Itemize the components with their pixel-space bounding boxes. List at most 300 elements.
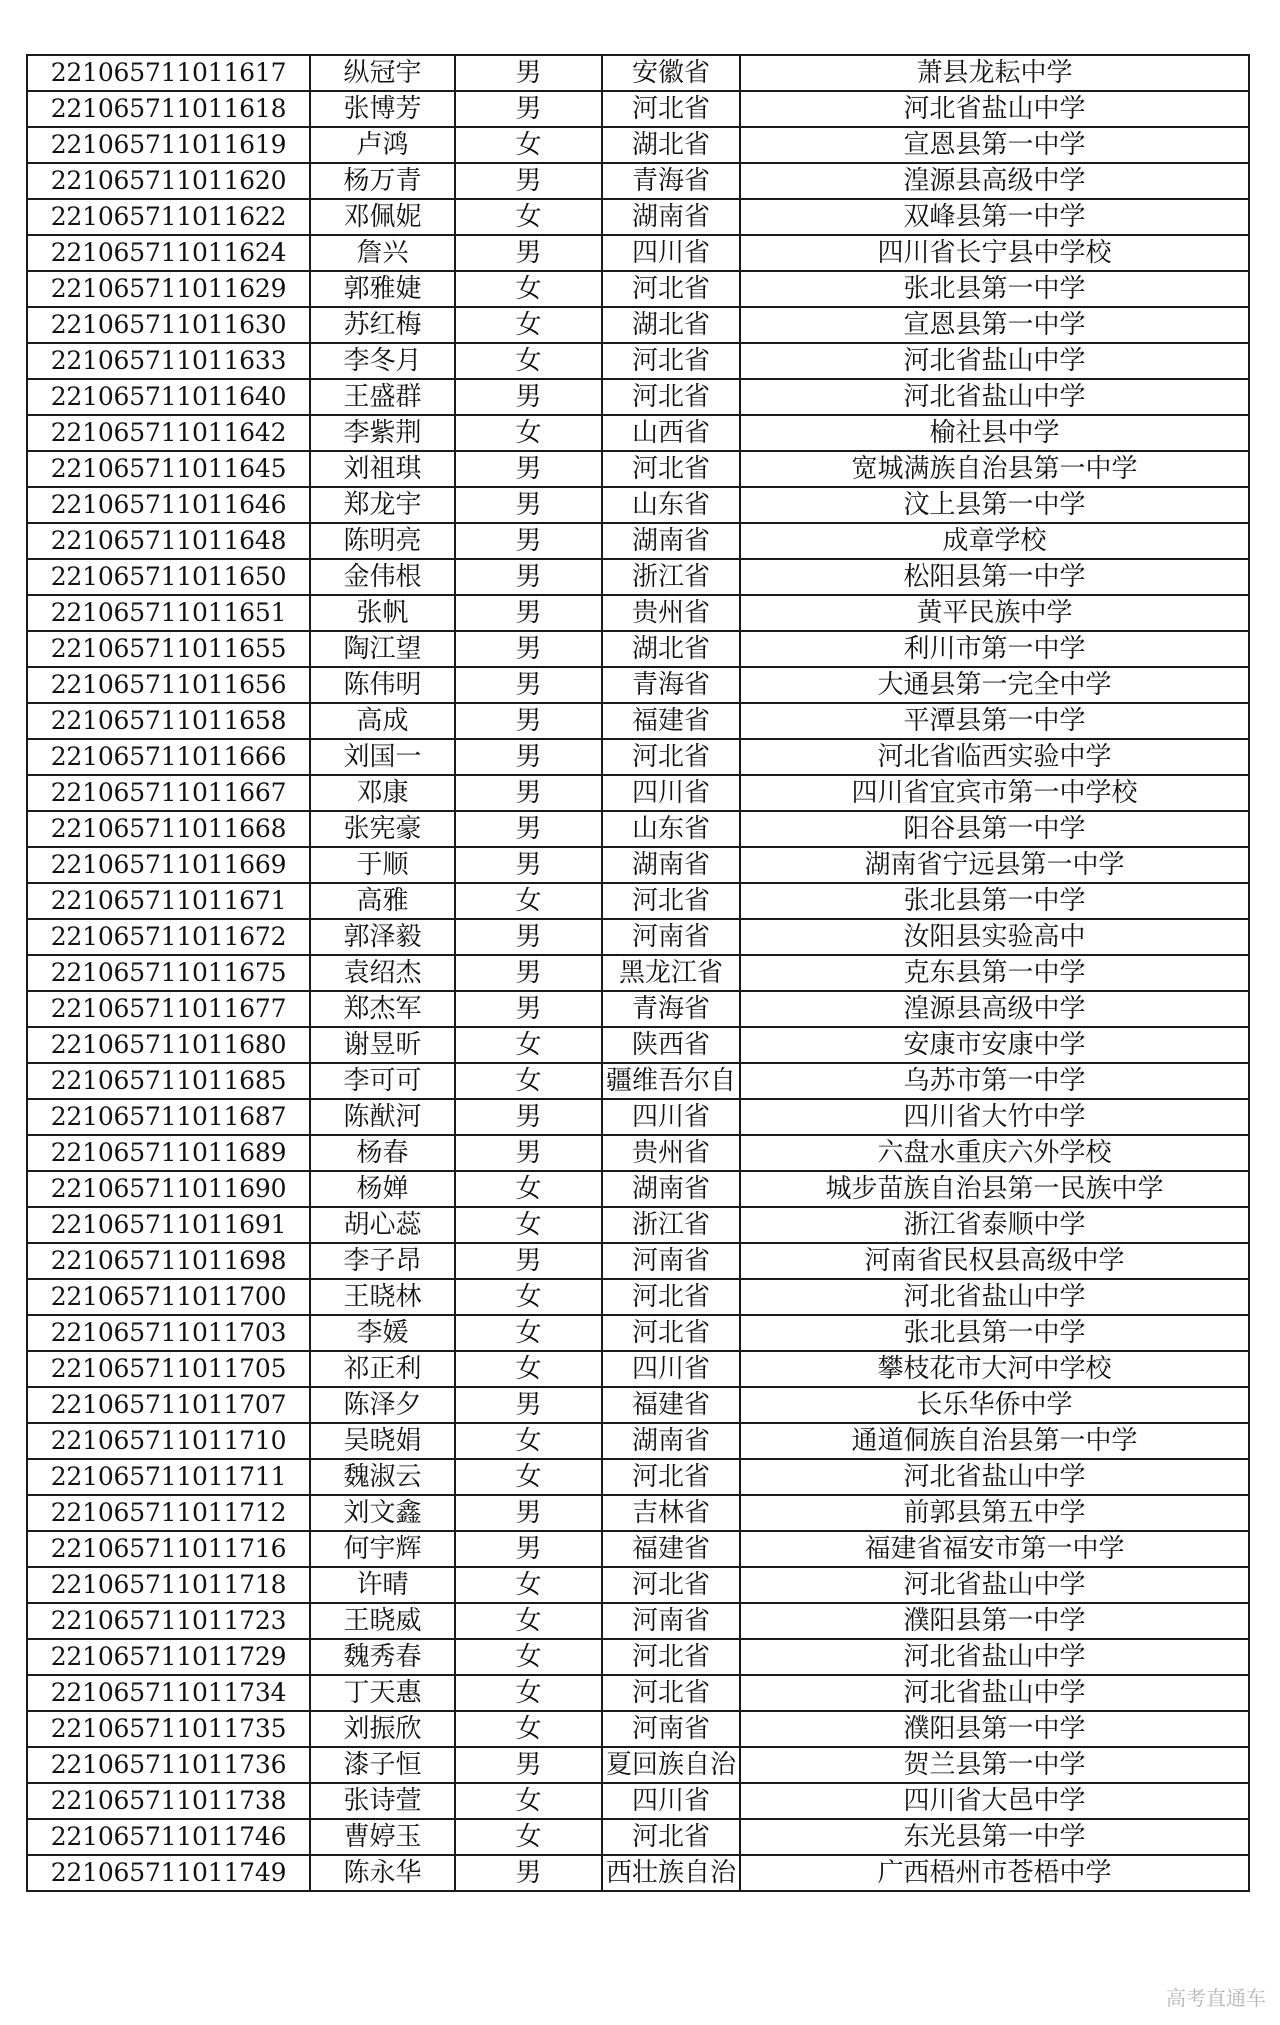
gender-cell: 男	[455, 91, 602, 127]
name-cell: 张宪豪	[310, 811, 455, 847]
name-cell: 陈明亮	[310, 523, 455, 559]
name-cell: 陈泽夕	[310, 1387, 455, 1423]
province-cell: 河北省	[602, 451, 740, 487]
table-row	[27, 199, 1249, 235]
table-row	[27, 919, 1249, 955]
school-cell: 张北县第一中学	[740, 271, 1249, 307]
gender-cell: 女	[455, 1459, 602, 1495]
table-row	[27, 955, 1249, 991]
candidate-id-cell: 221065711011646	[27, 487, 310, 523]
province-cell: 河北省	[602, 379, 740, 415]
gender-cell: 男	[455, 1495, 602, 1531]
name-cell: 李子昂	[310, 1243, 455, 1279]
province-cell: 河南省	[602, 1711, 740, 1747]
name-cell: 魏淑云	[310, 1459, 455, 1495]
school-cell: 濮阳县第一中学	[740, 1711, 1249, 1747]
province-cell: 福建省	[602, 703, 740, 739]
school-cell: 黄平民族中学	[740, 595, 1249, 631]
table-row	[27, 631, 1249, 667]
candidate-id-cell: 221065711011624	[27, 235, 310, 271]
school-cell: 四川省宜宾市第一中学校	[740, 775, 1249, 811]
candidate-id-cell: 221065711011617	[27, 55, 310, 91]
gender-cell: 男	[455, 559, 602, 595]
table-row	[27, 1423, 1249, 1459]
gender-cell: 男	[455, 991, 602, 1027]
name-cell: 漆子恒	[310, 1747, 455, 1783]
candidate-id-cell: 221065711011690	[27, 1171, 310, 1207]
province-cell: 疆维吾尔自	[602, 1063, 740, 1099]
candidate-id-cell: 221065711011712	[27, 1495, 310, 1531]
candidate-id-cell: 221065711011729	[27, 1639, 310, 1675]
school-cell: 河北省盐山中学	[740, 1567, 1249, 1603]
province-cell: 浙江省	[602, 1207, 740, 1243]
candidate-id-cell: 221065711011734	[27, 1675, 310, 1711]
candidate-id-cell: 221065711011630	[27, 307, 310, 343]
table-row	[27, 703, 1249, 739]
gender-cell: 女	[455, 1711, 602, 1747]
province-cell: 四川省	[602, 1351, 740, 1387]
school-cell: 四川省大竹中学	[740, 1099, 1249, 1135]
candidate-id-cell: 221065711011619	[27, 127, 310, 163]
table-row	[27, 739, 1249, 775]
table-row	[27, 1351, 1249, 1387]
province-cell: 河南省	[602, 1603, 740, 1639]
candidate-id-cell: 221065711011633	[27, 343, 310, 379]
school-cell: 成章学校	[740, 523, 1249, 559]
school-cell: 宣恩县第一中学	[740, 307, 1249, 343]
candidate-id-cell: 221065711011629	[27, 271, 310, 307]
school-cell: 汝阳县实验高中	[740, 919, 1249, 955]
school-cell: 河北省盐山中学	[740, 1639, 1249, 1675]
name-cell: 陈永华	[310, 1855, 455, 1891]
gender-cell: 女	[455, 343, 602, 379]
name-cell: 张帆	[310, 595, 455, 631]
province-cell: 四川省	[602, 775, 740, 811]
province-cell: 湖南省	[602, 199, 740, 235]
province-cell: 贵州省	[602, 595, 740, 631]
gender-cell: 男	[455, 1531, 602, 1567]
province-cell: 湖北省	[602, 307, 740, 343]
school-cell: 四川省大邑中学	[740, 1783, 1249, 1819]
province-cell: 夏回族自治	[602, 1747, 740, 1783]
gender-cell: 女	[455, 1063, 602, 1099]
gender-cell: 女	[455, 307, 602, 343]
table-row	[27, 595, 1249, 631]
table-row	[27, 775, 1249, 811]
name-cell: 于顺	[310, 847, 455, 883]
candidate-id-cell: 221065711011672	[27, 919, 310, 955]
candidate-id-cell: 221065711011668	[27, 811, 310, 847]
gender-cell: 男	[455, 739, 602, 775]
table-row	[27, 1783, 1249, 1819]
gender-cell: 女	[455, 1567, 602, 1603]
candidate-id-cell: 221065711011648	[27, 523, 310, 559]
province-cell: 吉林省	[602, 1495, 740, 1531]
gender-cell: 男	[455, 1747, 602, 1783]
school-cell: 平潭县第一中学	[740, 703, 1249, 739]
name-cell: 郭泽毅	[310, 919, 455, 955]
name-cell: 金伟根	[310, 559, 455, 595]
table-row	[27, 235, 1249, 271]
province-cell: 河北省	[602, 1819, 740, 1855]
candidate-id-cell: 221065711011666	[27, 739, 310, 775]
province-cell: 青海省	[602, 667, 740, 703]
province-cell: 山西省	[602, 415, 740, 451]
school-cell: 长乐华侨中学	[740, 1387, 1249, 1423]
name-cell: 谢昱昕	[310, 1027, 455, 1063]
table-row	[27, 523, 1249, 559]
table-row	[27, 847, 1249, 883]
school-cell: 湟源县高级中学	[740, 163, 1249, 199]
school-cell: 浙江省泰顺中学	[740, 1207, 1249, 1243]
school-cell: 河北省盐山中学	[740, 379, 1249, 415]
gender-cell: 女	[455, 199, 602, 235]
school-cell: 宽城满族自治县第一中学	[740, 451, 1249, 487]
gender-cell: 男	[455, 235, 602, 271]
table-row	[27, 55, 1249, 91]
candidate-id-cell: 221065711011618	[27, 91, 310, 127]
school-cell: 湟源县高级中学	[740, 991, 1249, 1027]
school-cell: 乌苏市第一中学	[740, 1063, 1249, 1099]
candidate-id-cell: 221065711011738	[27, 1783, 310, 1819]
candidate-id-cell: 221065711011746	[27, 1819, 310, 1855]
table-row	[27, 487, 1249, 523]
gender-cell: 女	[455, 415, 602, 451]
table-row	[27, 1027, 1249, 1063]
table-row	[27, 1603, 1249, 1639]
table-row	[27, 1495, 1249, 1531]
province-cell: 河北省	[602, 343, 740, 379]
table-row	[27, 1315, 1249, 1351]
table-row	[27, 343, 1249, 379]
table-row	[27, 271, 1249, 307]
name-cell: 王晓林	[310, 1279, 455, 1315]
gender-cell: 男	[455, 847, 602, 883]
table-row	[27, 1063, 1249, 1099]
school-cell: 河南省民权县高级中学	[740, 1243, 1249, 1279]
gender-cell: 男	[455, 1099, 602, 1135]
name-cell: 高雅	[310, 883, 455, 919]
name-cell: 高成	[310, 703, 455, 739]
name-cell: 纵冠宇	[310, 55, 455, 91]
gender-cell: 男	[455, 703, 602, 739]
province-cell: 青海省	[602, 163, 740, 199]
province-cell: 浙江省	[602, 559, 740, 595]
candidate-id-cell: 221065711011669	[27, 847, 310, 883]
candidate-id-cell: 221065711011675	[27, 955, 310, 991]
candidate-id-cell: 221065711011658	[27, 703, 310, 739]
name-cell: 曹婷玉	[310, 1819, 455, 1855]
candidate-id-cell: 221065711011718	[27, 1567, 310, 1603]
name-cell: 苏红梅	[310, 307, 455, 343]
school-cell: 安康市安康中学	[740, 1027, 1249, 1063]
province-cell: 河南省	[602, 1243, 740, 1279]
province-cell: 河北省	[602, 91, 740, 127]
name-cell: 杨春	[310, 1135, 455, 1171]
province-cell: 河南省	[602, 919, 740, 955]
school-cell: 河北省盐山中学	[740, 343, 1249, 379]
table-row	[27, 1855, 1249, 1891]
school-cell: 前郭县第五中学	[740, 1495, 1249, 1531]
candidate-id-cell: 221065711011671	[27, 883, 310, 919]
school-cell: 汶上县第一中学	[740, 487, 1249, 523]
gender-cell: 女	[455, 1279, 602, 1315]
gender-cell: 男	[455, 379, 602, 415]
candidate-id-cell: 221065711011703	[27, 1315, 310, 1351]
name-cell: 丁天惠	[310, 1675, 455, 1711]
table-row	[27, 1099, 1249, 1135]
table-row	[27, 163, 1249, 199]
school-cell: 河北省盐山中学	[740, 91, 1249, 127]
table-row	[27, 127, 1249, 163]
name-cell: 郑杰军	[310, 991, 455, 1027]
name-cell: 魏秀春	[310, 1639, 455, 1675]
province-cell: 河北省	[602, 1639, 740, 1675]
gender-cell: 男	[455, 631, 602, 667]
gender-cell: 女	[455, 1171, 602, 1207]
candidate-id-cell: 221065711011640	[27, 379, 310, 415]
name-cell: 詹兴	[310, 235, 455, 271]
name-cell: 张诗萱	[310, 1783, 455, 1819]
school-cell: 濮阳县第一中学	[740, 1603, 1249, 1639]
province-cell: 贵州省	[602, 1135, 740, 1171]
candidate-id-cell: 221065711011705	[27, 1351, 310, 1387]
gender-cell: 男	[455, 1387, 602, 1423]
name-cell: 王盛群	[310, 379, 455, 415]
name-cell: 李紫荆	[310, 415, 455, 451]
province-cell: 四川省	[602, 1783, 740, 1819]
table-row	[27, 307, 1249, 343]
school-cell: 东光县第一中学	[740, 1819, 1249, 1855]
school-cell: 四川省长宁县中学校	[740, 235, 1249, 271]
table-row	[27, 1279, 1249, 1315]
gender-cell: 男	[455, 595, 602, 631]
table-row	[27, 415, 1249, 451]
name-cell: 郭雅婕	[310, 271, 455, 307]
candidate-id-cell: 221065711011651	[27, 595, 310, 631]
province-cell: 四川省	[602, 235, 740, 271]
candidate-id-cell: 221065711011691	[27, 1207, 310, 1243]
table-row	[27, 1243, 1249, 1279]
province-cell: 湖北省	[602, 127, 740, 163]
school-cell: 攀枝花市大河中学校	[740, 1351, 1249, 1387]
table-row	[27, 451, 1249, 487]
table-row	[27, 1531, 1249, 1567]
table-row	[27, 1171, 1249, 1207]
table-row	[27, 1639, 1249, 1675]
candidate-id-cell: 221065711011645	[27, 451, 310, 487]
roster-body	[27, 55, 1249, 1891]
school-cell: 张北县第一中学	[740, 883, 1249, 919]
candidate-id-cell: 221065711011667	[27, 775, 310, 811]
school-cell: 双峰县第一中学	[740, 199, 1249, 235]
school-cell: 松阳县第一中学	[740, 559, 1249, 595]
table-row	[27, 91, 1249, 127]
school-cell: 阳谷县第一中学	[740, 811, 1249, 847]
school-cell: 河北省临西实验中学	[740, 739, 1249, 775]
name-cell: 王晓威	[310, 1603, 455, 1639]
gender-cell: 男	[455, 523, 602, 559]
name-cell: 许晴	[310, 1567, 455, 1603]
name-cell: 何宇辉	[310, 1531, 455, 1567]
gender-cell: 女	[455, 1351, 602, 1387]
candidate-id-cell: 221065711011685	[27, 1063, 310, 1099]
candidate-id-cell: 221065711011707	[27, 1387, 310, 1423]
gender-cell: 女	[455, 1783, 602, 1819]
name-cell: 袁绍杰	[310, 955, 455, 991]
school-cell: 湖南省宁远县第一中学	[740, 847, 1249, 883]
gender-cell: 男	[455, 1135, 602, 1171]
gender-cell: 男	[455, 667, 602, 703]
table-row	[27, 1675, 1249, 1711]
school-cell: 克东县第一中学	[740, 955, 1249, 991]
name-cell: 邓佩妮	[310, 199, 455, 235]
province-cell: 湖南省	[602, 1423, 740, 1459]
candidate-id-cell: 221065711011723	[27, 1603, 310, 1639]
province-cell: 湖南省	[602, 523, 740, 559]
province-cell: 河北省	[602, 1459, 740, 1495]
school-cell: 榆社县中学	[740, 415, 1249, 451]
name-cell: 杨婵	[310, 1171, 455, 1207]
school-cell: 利川市第一中学	[740, 631, 1249, 667]
name-cell: 刘祖琪	[310, 451, 455, 487]
province-cell: 四川省	[602, 1099, 740, 1135]
candidate-id-cell: 221065711011656	[27, 667, 310, 703]
gender-cell: 女	[455, 1027, 602, 1063]
gender-cell: 男	[455, 451, 602, 487]
name-cell: 刘文鑫	[310, 1495, 455, 1531]
name-cell: 陶江望	[310, 631, 455, 667]
table-row	[27, 559, 1249, 595]
table-row	[27, 991, 1249, 1027]
candidate-id-cell: 221065711011749	[27, 1855, 310, 1891]
gender-cell: 男	[455, 163, 602, 199]
watermark-text: 高考直通车	[1166, 1986, 1266, 2010]
name-cell: 卢鸿	[310, 127, 455, 163]
name-cell: 李冬月	[310, 343, 455, 379]
table-row	[27, 379, 1249, 415]
province-cell: 河北省	[602, 883, 740, 919]
school-cell: 广西梧州市苍梧中学	[740, 1855, 1249, 1891]
gender-cell: 男	[455, 1243, 602, 1279]
province-cell: 河北省	[602, 1567, 740, 1603]
province-cell: 河北省	[602, 1315, 740, 1351]
province-cell: 山东省	[602, 811, 740, 847]
school-cell: 城步苗族自治县第一民族中学	[740, 1171, 1249, 1207]
name-cell: 刘振欣	[310, 1711, 455, 1747]
gender-cell: 男	[455, 775, 602, 811]
gender-cell: 女	[455, 1423, 602, 1459]
table-row	[27, 1135, 1249, 1171]
school-cell: 大通县第一完全中学	[740, 667, 1249, 703]
table-row	[27, 1387, 1249, 1423]
gender-cell: 女	[455, 1603, 602, 1639]
name-cell: 陈猷河	[310, 1099, 455, 1135]
candidate-id-cell: 221065711011735	[27, 1711, 310, 1747]
province-cell: 河北省	[602, 271, 740, 307]
candidate-id-cell: 221065711011687	[27, 1099, 310, 1135]
gender-cell: 女	[455, 1675, 602, 1711]
province-cell: 青海省	[602, 991, 740, 1027]
province-cell: 福建省	[602, 1387, 740, 1423]
table-row	[27, 883, 1249, 919]
name-cell: 吴晓娟	[310, 1423, 455, 1459]
candidate-id-cell: 221065711011700	[27, 1279, 310, 1315]
school-cell: 通道侗族自治县第一中学	[740, 1423, 1249, 1459]
gender-cell: 女	[455, 1639, 602, 1675]
gender-cell: 男	[455, 55, 602, 91]
province-cell: 河北省	[602, 1279, 740, 1315]
candidate-id-cell: 221065711011716	[27, 1531, 310, 1567]
province-cell: 西壮族自治	[602, 1855, 740, 1891]
province-cell: 湖南省	[602, 847, 740, 883]
student-roster-table	[26, 54, 1250, 1892]
province-cell: 湖北省	[602, 631, 740, 667]
name-cell: 刘国一	[310, 739, 455, 775]
province-cell: 河北省	[602, 1675, 740, 1711]
province-cell: 陕西省	[602, 1027, 740, 1063]
province-cell: 安徽省	[602, 55, 740, 91]
candidate-id-cell: 221065711011677	[27, 991, 310, 1027]
school-cell: 萧县龙耘中学	[740, 55, 1249, 91]
name-cell: 张博芳	[310, 91, 455, 127]
candidate-id-cell: 221065711011698	[27, 1243, 310, 1279]
school-cell: 福建省福安市第一中学	[740, 1531, 1249, 1567]
gender-cell: 女	[455, 883, 602, 919]
table-row	[27, 667, 1249, 703]
gender-cell: 男	[455, 811, 602, 847]
table-row	[27, 1459, 1249, 1495]
gender-cell: 男	[455, 955, 602, 991]
school-cell: 河北省盐山中学	[740, 1459, 1249, 1495]
candidate-id-cell: 221065711011622	[27, 199, 310, 235]
name-cell: 邓康	[310, 775, 455, 811]
gender-cell: 女	[455, 127, 602, 163]
gender-cell: 男	[455, 919, 602, 955]
province-cell: 福建省	[602, 1531, 740, 1567]
school-cell: 河北省盐山中学	[740, 1279, 1249, 1315]
candidate-id-cell: 221065711011642	[27, 415, 310, 451]
name-cell: 陈伟明	[310, 667, 455, 703]
school-cell: 六盘水重庆六外学校	[740, 1135, 1249, 1171]
gender-cell: 女	[455, 1819, 602, 1855]
gender-cell: 男	[455, 487, 602, 523]
gender-cell: 男	[455, 1855, 602, 1891]
candidate-id-cell: 221065711011650	[27, 559, 310, 595]
name-cell: 李可可	[310, 1063, 455, 1099]
name-cell: 胡心蕊	[310, 1207, 455, 1243]
table-row	[27, 1819, 1249, 1855]
candidate-id-cell: 221065711011655	[27, 631, 310, 667]
table-row	[27, 1567, 1249, 1603]
candidate-id-cell: 221065711011711	[27, 1459, 310, 1495]
province-cell: 山东省	[602, 487, 740, 523]
name-cell: 郑龙宇	[310, 487, 455, 523]
name-cell: 祁正利	[310, 1351, 455, 1387]
school-cell: 河北省盐山中学	[740, 1675, 1249, 1711]
name-cell: 杨万青	[310, 163, 455, 199]
table-row	[27, 811, 1249, 847]
candidate-id-cell: 221065711011689	[27, 1135, 310, 1171]
gender-cell: 女	[455, 1315, 602, 1351]
candidate-id-cell: 221065711011620	[27, 163, 310, 199]
school-cell: 张北县第一中学	[740, 1315, 1249, 1351]
gender-cell: 女	[455, 271, 602, 307]
candidate-id-cell: 221065711011710	[27, 1423, 310, 1459]
name-cell: 李媛	[310, 1315, 455, 1351]
table-row	[27, 1747, 1249, 1783]
school-cell: 宣恩县第一中学	[740, 127, 1249, 163]
